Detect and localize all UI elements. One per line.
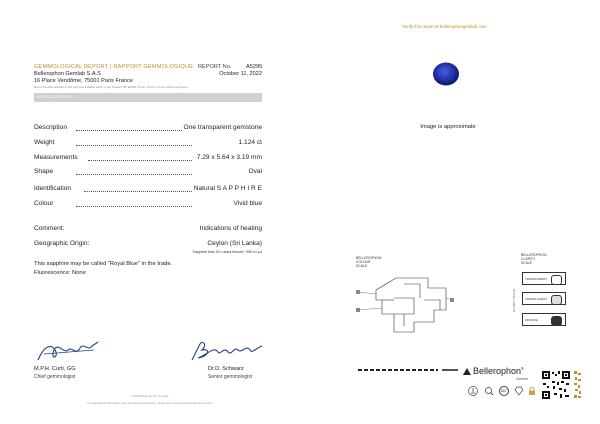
clarity-opaque — [522, 313, 566, 326]
clarity-vertical-label: CLARITY SCALE — [512, 288, 516, 312]
detail-value: Indications of heating — [199, 225, 262, 232]
colour-scale-title: BELLEROPHON COLOUR SCALE — [356, 256, 382, 269]
brand-sub: Gemlab — [516, 377, 528, 381]
detail-value: Ceylon (Sri Lanka) — [207, 240, 262, 247]
signatory-role: Chief gemmologist — [34, 374, 76, 380]
magnifier-icon — [484, 386, 494, 396]
opaque-icon — [551, 316, 562, 326]
detail-row-origin — [34, 240, 262, 248]
detail-label: Identification — [34, 185, 72, 192]
transparent-icon — [551, 275, 562, 285]
clarity-label: OPAQUE — [525, 318, 538, 322]
report-date: October 11, 2022 — [219, 71, 262, 77]
brand-name: Bellerophon® — [473, 366, 524, 376]
section-bar — [34, 93, 262, 102]
clarity-transparent — [522, 272, 566, 285]
detail-row-weight — [34, 139, 262, 147]
verify-link[interactable]: Verify this report at bellerophongemlab.com — [402, 24, 487, 29]
small-print: Most of the data indicated on this report are available online, it may include FTIR, EDXRF, PL/LA, TS-ICS, UV etc. LAB service Report — [34, 86, 188, 89]
lab-name: Bellerophon Gemlab S.A.S — [34, 71, 101, 77]
detail-value: 7.29 x 5.64 x 3.19 mm — [196, 154, 262, 161]
qr-code-icon — [541, 370, 571, 400]
origin-note: Sapphire from Sri Lanka formed ~550 m.y.a — [192, 250, 262, 254]
signature-curti — [34, 336, 104, 364]
bellerophon-logo-icon — [462, 367, 472, 377]
detail-label: Geographic Origin: — [34, 240, 90, 247]
report-title: GEMMOLOGICAL REPORT | RAPPORT GEMMOLOGIQUE — [34, 64, 194, 70]
detail-row-colour — [34, 200, 262, 208]
detail-label: Description — [34, 124, 67, 131]
trade-note: This sapphire may be called "Royal Blue" in the trade. — [34, 261, 173, 267]
fluorescence: Fluorescence: None — [34, 270, 86, 276]
signatory-name: Dr.D. Schwarz — [208, 366, 244, 372]
detail-label: Measurements — [34, 154, 78, 161]
signature-schwarz — [188, 338, 268, 364]
lock-icon — [527, 386, 537, 396]
clarity-translucent — [522, 292, 566, 305]
colour-scale-diagram — [354, 270, 466, 336]
image-caption-text: Image is approximate — [420, 124, 476, 130]
detail-row-comment — [34, 225, 262, 233]
detail-value: Vivid blue — [233, 200, 262, 207]
detail-label: Weight — [34, 139, 55, 146]
redacted-line — [442, 369, 458, 371]
detail-row-shape — [34, 168, 262, 176]
footer-info: For additional information and important indications, please see www.gemlab-bellerophon.com — [87, 401, 213, 405]
clarity-label: TRANSLUCENT — [525, 297, 548, 301]
gem-icon — [514, 386, 524, 396]
detail-value: One transparent gemstone — [183, 124, 262, 131]
image-caption — [0, 124, 600, 130]
detail-label: Shape — [34, 168, 54, 175]
qr-strip-icon — [573, 370, 583, 400]
clarity-scale-title: BELLEROPHON CLARITY SCALE — [521, 253, 547, 266]
microscope-icon — [468, 386, 478, 396]
report-no: A5295 — [246, 64, 263, 70]
badge-360-icon: 360° — [499, 386, 509, 396]
clarity-label: TRANSPARENT — [525, 277, 548, 281]
detail-value: 1.124 ct — [238, 139, 262, 146]
redacted-line — [358, 369, 438, 371]
detail-label: Comment: — [34, 225, 65, 232]
footer-copyright: ©2022 Bellerophon Gemlab — [131, 394, 169, 398]
signatory-name: M.P.H. Curti, GG — [34, 366, 76, 372]
gemstone-image — [430, 60, 462, 88]
report-no-label: REPORT No. — [198, 64, 232, 70]
detail-value: Oval — [248, 168, 262, 175]
detail-label: Colour — [34, 200, 54, 207]
translucent-icon — [551, 295, 562, 305]
detail-row-identification — [34, 185, 262, 193]
lab-address: 16 Place Vendôme, 75001 Paris France — [34, 78, 133, 84]
detail-value: Natural S A P P H I R E — [193, 185, 262, 192]
signatory-role: Senior gemmologist — [208, 374, 253, 380]
section-bar-label: DETAILS & RESULTS — [37, 95, 74, 99]
detail-row-measurements — [34, 154, 262, 162]
